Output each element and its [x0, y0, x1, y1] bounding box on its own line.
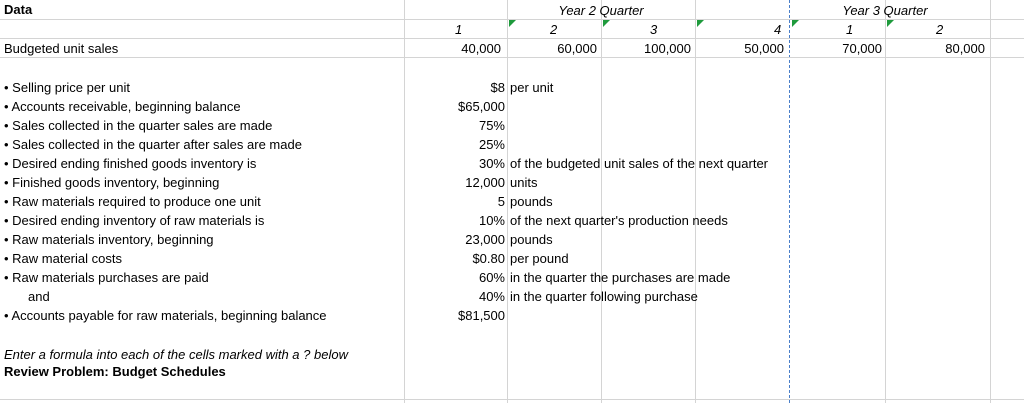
assumption-label: • Desired ending inventory of raw materials is — [4, 213, 265, 228]
assumption-value-cell[interactable]: 60% — [478, 270, 505, 285]
assumption-label: and — [28, 289, 50, 304]
assumption-value-cell[interactable]: 75% — [478, 118, 505, 133]
quarter-number-y3q2[interactable]: 2 — [936, 22, 944, 37]
assumption-label: • Selling price per unit — [4, 80, 130, 95]
assumption-value-cell[interactable]: 25% — [478, 137, 505, 152]
assumption-note-cell[interactable]: of the next quarter's production needs — [510, 213, 728, 228]
sales-cell-y2q3[interactable]: 100,000 — [644, 41, 691, 56]
assumption-value-cell[interactable]: 12,000 — [465, 175, 505, 190]
quarter-number-y2q3[interactable]: 3 — [650, 22, 658, 37]
assumption-value-cell[interactable]: 30% — [478, 156, 505, 171]
formula-instruction: Enter a formula into each of the cells marked with a ? below — [4, 347, 348, 362]
column-divider-b — [507, 0, 508, 403]
budgeted-unit-sales-label: Budgeted unit sales — [4, 41, 119, 56]
assumption-value-cell[interactable]: 5 — [497, 194, 505, 209]
assumption-label: • Finished goods inventory, beginning — [4, 175, 220, 190]
assumption-value-cell[interactable]: $65,000 — [458, 99, 505, 114]
comment-indicator[interactable] — [887, 20, 894, 27]
assumption-value-cell[interactable]: 40% — [478, 289, 505, 304]
assumption-note-cell[interactable]: pounds — [510, 232, 553, 247]
assumption-label: • Raw material costs — [4, 251, 122, 266]
quarter-number-y2q2[interactable]: 2 — [550, 22, 558, 37]
sales-cell-y3q2[interactable]: 80,000 — [945, 41, 985, 56]
assumption-note-cell[interactable]: in the quarter the purchases are made — [510, 270, 731, 285]
column-divider-d — [695, 0, 696, 403]
assumption-note-cell[interactable]: per unit — [510, 80, 554, 95]
sales-cell-y2q2[interactable]: 60,000 — [557, 41, 597, 56]
assumption-label: • Sales collected in the quarter after sales are made — [4, 137, 302, 152]
page-break-line — [789, 0, 790, 403]
row-divider-4 — [0, 399, 1024, 400]
assumption-label: • Accounts receivable, beginning balance — [4, 99, 241, 114]
assumption-value-cell[interactable]: $8 — [490, 80, 505, 95]
year3-quarter-header: Year 3 Quarter — [842, 3, 928, 18]
comment-indicator[interactable] — [697, 20, 704, 27]
section-title: Review Problem: Budget Schedules — [4, 364, 226, 379]
comment-indicator[interactable] — [792, 20, 799, 27]
assumption-value-cell[interactable]: 23,000 — [465, 232, 505, 247]
sales-cell-y2q4[interactable]: 50,000 — [744, 41, 784, 56]
assumption-value-cell[interactable]: $81,500 — [458, 308, 505, 323]
assumption-label: • Sales collected in the quarter sales are made — [4, 118, 273, 133]
assumption-value-cell[interactable]: $0.80 — [472, 251, 505, 266]
sales-cell-y2q1[interactable]: 40,000 — [461, 41, 501, 56]
column-divider-c — [601, 0, 602, 403]
assumption-note-cell[interactable]: of the budgeted unit sales of the next quarter — [510, 156, 769, 171]
assumption-note-cell[interactable]: in the quarter following purchase — [510, 289, 698, 304]
sales-cell-y3q1[interactable]: 70,000 — [842, 41, 882, 56]
assumption-note-cell[interactable]: units — [510, 175, 538, 190]
quarter-number-y2q4[interactable]: 4 — [774, 22, 782, 37]
assumption-label: • Accounts payable for raw materials, beginning balance — [4, 308, 327, 323]
comment-indicator[interactable] — [509, 20, 516, 27]
assumption-note-cell[interactable]: pounds — [510, 194, 553, 209]
assumption-label: • Raw materials inventory, beginning — [4, 232, 214, 247]
comment-indicator[interactable] — [603, 20, 610, 27]
quarter-number-y3q1[interactable]: 1 — [846, 22, 854, 37]
assumption-label: • Raw materials required to produce one unit — [4, 194, 261, 209]
quarter-number-y2q1[interactable]: 1 — [455, 22, 463, 37]
year2-quarter-header: Year 2 Quarter — [558, 3, 644, 18]
assumption-value-cell[interactable]: 10% — [478, 213, 505, 228]
assumption-note-cell[interactable]: per pound — [510, 251, 569, 266]
column-divider-e — [885, 0, 886, 403]
assumption-label: • Raw materials purchases are paid — [4, 270, 209, 285]
data-header-label: Data — [4, 2, 33, 17]
assumption-label: • Desired ending finished goods inventory is — [4, 156, 257, 171]
column-divider-f — [990, 0, 991, 403]
